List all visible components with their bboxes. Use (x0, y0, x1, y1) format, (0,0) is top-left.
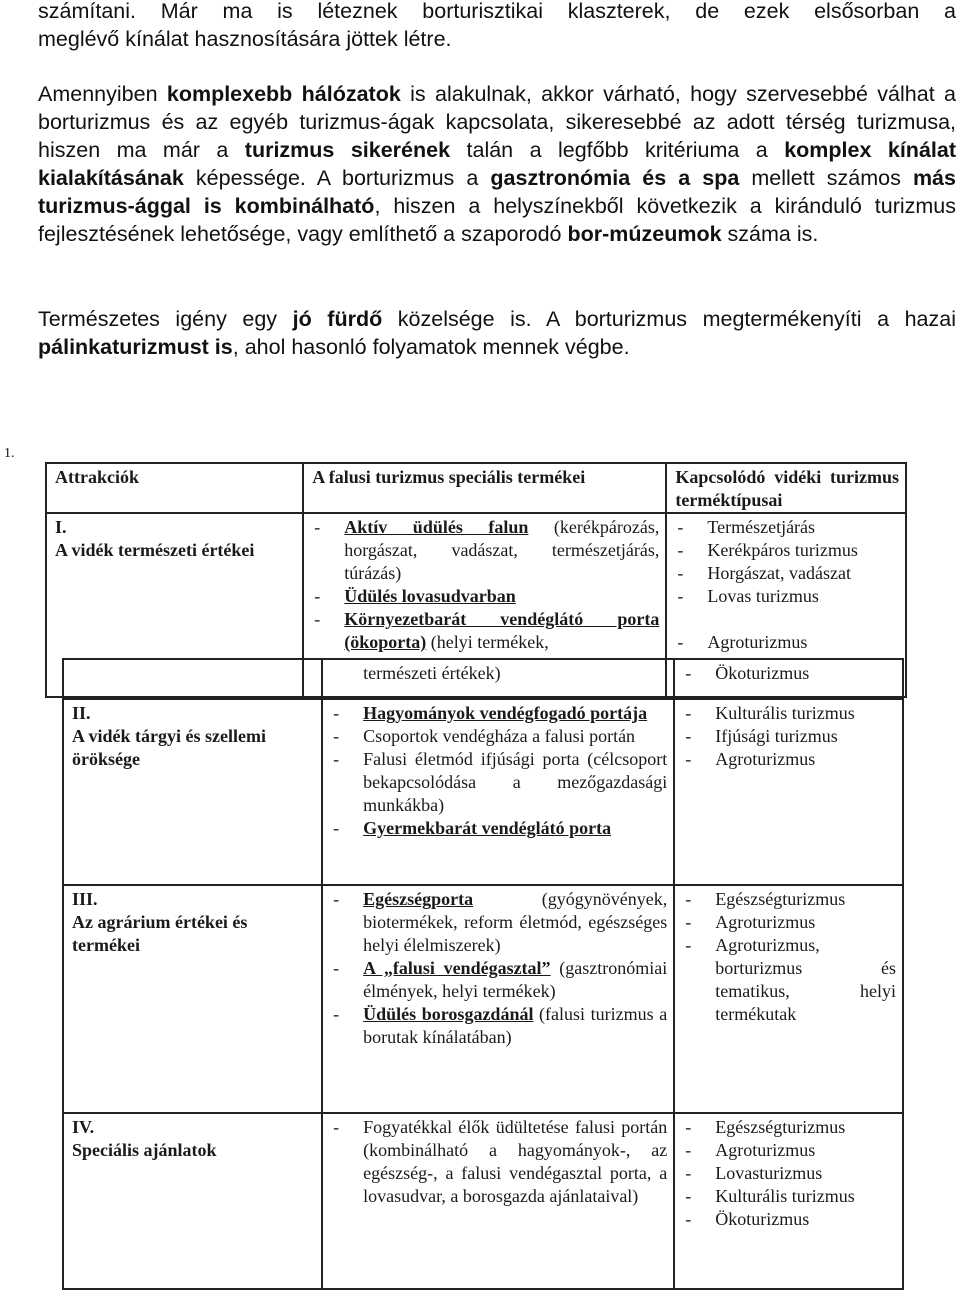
header-related: Kapcsolódó vidéki turizmus terméktípusai (666, 463, 906, 513)
dash-marker: - (685, 702, 692, 723)
products-cell (322, 659, 674, 699)
dash-marker: - (685, 748, 692, 769)
dash-marker: - (333, 702, 340, 723)
product-item (331, 1003, 667, 1049)
dash-marker: - (333, 1003, 340, 1024)
related-item (675, 631, 899, 654)
related-text: Horgászat, vadászat (707, 563, 851, 583)
dash-marker: - (333, 957, 340, 978)
dash-marker: - (685, 1139, 692, 1160)
emphasis-text: Gyermekbarát vendéglátó porta (363, 817, 612, 838)
table-header-row (46, 463, 906, 513)
dash-marker (331, 662, 363, 685)
related-item (683, 702, 896, 725)
dash-marker: - (685, 1162, 692, 1183)
table-products-part2 (62, 658, 904, 1290)
emphasis-text: Környezetbarát vendéglátó porta (ökoporta) (344, 609, 660, 652)
related-text: Lovas turizmus (707, 586, 819, 606)
dash-marker: - (677, 632, 684, 652)
attraction-cell: I. A vidék természeti értékei (46, 513, 303, 697)
footnote-marker: 1. (4, 446, 15, 461)
intro-line-2: meglévő kínálat hasznosítására jöttek létre. (38, 27, 452, 51)
text-run: Amennyiben (38, 82, 167, 106)
related-item (675, 585, 899, 608)
related-item (675, 516, 899, 539)
related-item (683, 888, 896, 911)
emphasis-text: bor-múzeumok (567, 222, 722, 246)
emphasis-text: komplex kínálat kialakításának (38, 138, 956, 190)
paragraph-networks (38, 80, 956, 248)
related-item (683, 1185, 896, 1208)
product-item (331, 662, 667, 685)
dash-marker: - (333, 1116, 340, 1137)
product-text (363, 725, 667, 748)
related-item (675, 562, 899, 585)
products-cell (322, 1113, 674, 1289)
table-row (63, 699, 903, 885)
emphasis-text: gasztronómia és a spa (490, 166, 740, 190)
text-run: is alakulnak, akkor várható, hogy szervesebbé válhat a borturizmus és az egyéb turizmus-ágak kapcsolata, sikeresebbé az adott térség turizmusa, hiszen ma már a (38, 82, 956, 162)
dash-marker: - (685, 888, 692, 909)
emphasis-text: jó fürdő (292, 307, 383, 331)
text-run: , hiszen a helyszínekből következik a kiránduló turizmus fejlesztésének lehetősége, vagy említhető a szaporodó (38, 194, 956, 246)
product-text (363, 1003, 667, 1049)
related-item (675, 608, 899, 631)
related-cell (674, 1113, 903, 1289)
table-row (63, 659, 903, 699)
product-text (363, 817, 667, 840)
related-item (683, 725, 896, 748)
product-text (363, 748, 667, 817)
related-text: Agroturizmus, borturizmus és tematikus, helyi termékutak (715, 934, 896, 1024)
dash-marker: - (677, 540, 684, 560)
dash-marker: - (677, 517, 684, 537)
product-item (312, 516, 659, 585)
attraction-cell (63, 659, 322, 699)
emphasis-text: Aktív üdülés falun (344, 517, 529, 537)
text-run: , ahol hasonló folyamatok mennek végbe. (232, 335, 630, 359)
product-item (331, 702, 667, 725)
dash-marker: - (333, 817, 340, 838)
text-run: Csoportok vendégháza a falusi portán (363, 725, 636, 746)
dash-marker: - (314, 586, 321, 606)
text-run: talán a legfőbb kritériuma a (450, 138, 785, 162)
product-item (331, 748, 667, 817)
emphasis-text: Üdülés lovasudvarban (344, 586, 516, 606)
product-item (331, 1116, 667, 1208)
product-text (363, 702, 667, 725)
text-run: közelsége is. A borturizmus megtermékenyíti a hazai (382, 307, 956, 331)
related-text: Kulturális turizmus (715, 1185, 855, 1206)
dash-marker (675, 608, 707, 631)
dash-marker: - (685, 725, 692, 746)
related-text: Agroturizmus (715, 748, 816, 769)
product-item (331, 888, 667, 957)
dash-marker: - (685, 911, 692, 932)
text-run: (kerékpározás, horgászat, vadászat, természetjárás, túrázás) (344, 517, 660, 583)
product-item (312, 585, 659, 608)
related-text: Agroturizmus (715, 911, 816, 932)
text-run: Falusi életmód ifjúsági porta (célcsoport bekapcsolódása a mezőgazdasági munkákba) (363, 748, 668, 815)
product-item (312, 608, 659, 654)
dash-marker: - (333, 888, 340, 909)
related-text: Agroturizmus (715, 1139, 816, 1160)
related-text: Kulturális turizmus (715, 702, 855, 723)
dash-marker: - (685, 1208, 692, 1229)
related-text: Ökoturizmus (715, 663, 810, 683)
text-run: Fogyatékkal élők üdültetése falusi portán (kombinálható a hagyományok-, az egészség-, a falusi vendégasztal porta, a lovasudvar, a borosgazda ajánlataival) (363, 1116, 668, 1206)
products-cell (322, 885, 674, 1113)
related-cell (674, 659, 903, 699)
product-item (331, 725, 667, 748)
paragraph-intro (38, 0, 956, 53)
header-products: A falusi turizmus speciális termékei (303, 463, 666, 513)
text-run: (falusi turizmus a borutak kínálatában) (363, 1003, 668, 1047)
related-text: Lovasturizmus (715, 1162, 823, 1183)
related-text: Kerékpáros turizmus (707, 540, 858, 560)
paragraph-spa (38, 305, 956, 361)
text-run: mellett számos (739, 166, 913, 190)
product-text (363, 888, 667, 957)
emphasis-text: Egészségporta (363, 888, 474, 909)
dash-marker: - (685, 934, 692, 955)
attraction-cell: IV. Speciális ajánlatok (63, 1113, 322, 1289)
dash-marker: - (685, 1185, 692, 1206)
product-item (331, 817, 667, 840)
table-row (63, 1113, 903, 1289)
product-item (331, 957, 667, 1003)
dash-marker: - (333, 748, 340, 769)
emphasis-text: Üdülés borosgazdánál (363, 1003, 534, 1024)
dash-marker: - (677, 586, 684, 606)
text-run: (helyi termékek, (426, 632, 549, 652)
related-item (683, 662, 896, 685)
dash-marker: - (314, 517, 321, 537)
product-text (344, 516, 659, 585)
related-item (683, 748, 896, 771)
dash-marker: - (685, 1116, 692, 1137)
related-text: Természetjárás (707, 517, 816, 537)
related-item (675, 539, 899, 562)
related-text: Agroturizmus (707, 632, 808, 652)
related-text (707, 608, 899, 631)
attraction-cell: II. A vidék tárgyi és szellemi öröksége (63, 699, 322, 885)
related-cell (674, 885, 903, 1113)
dash-marker: - (685, 663, 692, 683)
related-item (683, 934, 896, 1026)
related-item (683, 1162, 896, 1185)
related-text: Ifjúsági turizmus (715, 725, 838, 746)
product-text (363, 957, 667, 1003)
emphasis-text: más turizmus-ággal is kombinálható (38, 166, 956, 218)
product-text (363, 662, 667, 685)
related-item (683, 1139, 896, 1162)
text-run: (gasztronómiai élmények, helyi termékek) (363, 957, 668, 1001)
related-cell (674, 699, 903, 885)
product-text (344, 608, 659, 654)
related-text: Egészségturizmus (715, 888, 846, 909)
dash-marker: - (314, 609, 321, 629)
product-text (363, 1116, 667, 1208)
text-run: természeti értékek) (363, 663, 501, 683)
products-cell (322, 699, 674, 885)
table-row (63, 885, 903, 1113)
emphasis-text: pálinkaturizmust is (38, 335, 233, 359)
text-run: (gyógynövények, biotermékek, reform életmód, egészséges helyi élelmiszerek) (363, 888, 668, 955)
product-text (344, 585, 659, 608)
intro-line-1: számítani. Már ma is léteznek borturisztikai klaszterek, de ezek elsősorban a (38, 0, 956, 23)
related-text: Egészségturizmus (715, 1116, 846, 1137)
dash-marker: - (333, 725, 340, 746)
emphasis-text: komplexebb hálózatok (166, 82, 401, 106)
related-item (683, 911, 896, 934)
related-text: Ökoturizmus (715, 1208, 810, 1229)
emphasis-text: turizmus sikerének (244, 138, 451, 162)
related-item (683, 1116, 896, 1139)
dash-marker: - (677, 563, 684, 583)
attraction-cell: III. Az agrárium értékei és termékei (63, 885, 322, 1113)
emphasis-text: A „falusi vendégasztal” (363, 957, 551, 978)
text-run: Természetes igény egy (38, 307, 293, 331)
text-run: képessége. A borturizmus a (183, 166, 491, 190)
emphasis-text: Hagyományok vendégfogadó portája (363, 702, 648, 723)
related-item (683, 1208, 896, 1231)
header-attractions: Attrakciók (46, 463, 303, 513)
text-run: száma is. (721, 222, 819, 246)
